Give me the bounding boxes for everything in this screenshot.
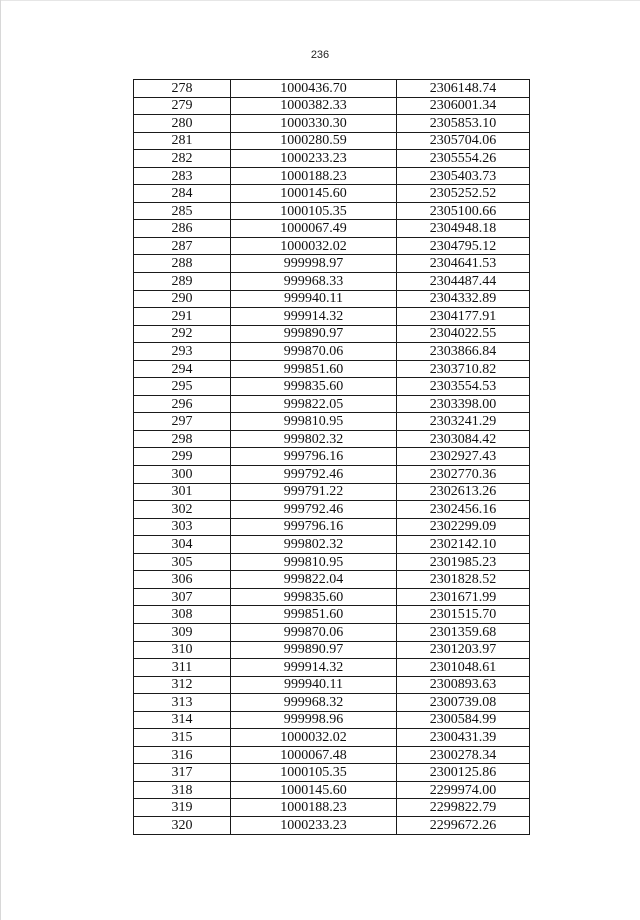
table-row (134, 220, 530, 238)
point-number-cell: 315 (134, 729, 231, 747)
coordinates-table (133, 79, 530, 835)
point-number-cell: 308 (134, 606, 231, 624)
point-number-cell: 300 (134, 466, 231, 484)
table-row (134, 536, 530, 554)
point-number-cell: 298 (134, 430, 231, 448)
x-coordinate-cell: 999810.95 (231, 553, 397, 571)
y-coordinate-cell: 2302456.16 (397, 501, 530, 519)
x-coordinate-cell: 999792.46 (231, 466, 397, 484)
y-coordinate-cell: 2305554.26 (397, 150, 530, 168)
x-coordinate-cell: 999835.60 (231, 588, 397, 606)
point-number-cell: 282 (134, 150, 231, 168)
y-coordinate-cell: 2301048.61 (397, 659, 530, 677)
x-coordinate-cell: 1000436.70 (231, 80, 397, 98)
y-coordinate-cell: 2300893.63 (397, 676, 530, 694)
point-number-cell: 304 (134, 536, 231, 554)
x-coordinate-cell: 999940.11 (231, 676, 397, 694)
table-row (134, 694, 530, 712)
y-coordinate-cell: 2303710.82 (397, 360, 530, 378)
point-number-cell: 316 (134, 746, 231, 764)
point-number-cell: 297 (134, 413, 231, 431)
table-row (134, 202, 530, 220)
table-row (134, 360, 530, 378)
x-coordinate-cell: 999796.16 (231, 518, 397, 536)
x-coordinate-cell: 1000145.60 (231, 185, 397, 203)
y-coordinate-cell: 2299974.00 (397, 781, 530, 799)
x-coordinate-cell: 1000145.60 (231, 781, 397, 799)
x-coordinate-cell: 1000067.48 (231, 746, 397, 764)
table-row (134, 430, 530, 448)
y-coordinate-cell: 2304022.55 (397, 325, 530, 343)
table-row (134, 501, 530, 519)
point-number-cell: 312 (134, 676, 231, 694)
x-coordinate-cell: 999968.33 (231, 273, 397, 291)
x-coordinate-cell: 1000233.23 (231, 816, 397, 834)
table-row (134, 799, 530, 817)
table-row (134, 659, 530, 677)
x-coordinate-cell: 1000188.23 (231, 799, 397, 817)
coordinates-table-body (134, 80, 530, 835)
y-coordinate-cell: 2301515.70 (397, 606, 530, 624)
y-coordinate-cell: 2302927.43 (397, 448, 530, 466)
table-row (134, 641, 530, 659)
x-coordinate-cell: 1000188.23 (231, 167, 397, 185)
y-coordinate-cell: 2299822.79 (397, 799, 530, 817)
y-coordinate-cell: 2303241.29 (397, 413, 530, 431)
point-number-cell: 296 (134, 395, 231, 413)
point-number-cell: 314 (134, 711, 231, 729)
x-coordinate-cell: 1000382.33 (231, 97, 397, 115)
point-number-cell: 289 (134, 273, 231, 291)
x-coordinate-cell: 999802.32 (231, 430, 397, 448)
point-number-cell: 309 (134, 623, 231, 641)
y-coordinate-cell: 2301671.99 (397, 588, 530, 606)
x-coordinate-cell: 999870.06 (231, 343, 397, 361)
table-row (134, 308, 530, 326)
y-coordinate-cell: 2300431.39 (397, 729, 530, 747)
point-number-cell: 294 (134, 360, 231, 378)
point-number-cell: 292 (134, 325, 231, 343)
y-coordinate-cell: 2305252.52 (397, 185, 530, 203)
table-row (134, 588, 530, 606)
y-coordinate-cell: 2299672.26 (397, 816, 530, 834)
y-coordinate-cell: 2302142.10 (397, 536, 530, 554)
table-row (134, 606, 530, 624)
table-row (134, 483, 530, 501)
page-number: 236 (310, 49, 330, 61)
point-number-cell: 285 (134, 202, 231, 220)
y-coordinate-cell: 2305100.66 (397, 202, 530, 220)
table-row (134, 185, 530, 203)
point-number-cell: 306 (134, 571, 231, 589)
point-number-cell: 293 (134, 343, 231, 361)
table-row (134, 132, 530, 150)
x-coordinate-cell: 1000032.02 (231, 729, 397, 747)
table-row (134, 273, 530, 291)
table-row (134, 676, 530, 694)
x-coordinate-cell: 1000105.35 (231, 202, 397, 220)
x-coordinate-cell: 1000105.35 (231, 764, 397, 782)
x-coordinate-cell: 999998.97 (231, 255, 397, 273)
point-number-cell: 317 (134, 764, 231, 782)
point-number-cell: 299 (134, 448, 231, 466)
table-row (134, 325, 530, 343)
y-coordinate-cell: 2305704.06 (397, 132, 530, 150)
point-number-cell: 301 (134, 483, 231, 501)
table-row (134, 746, 530, 764)
y-coordinate-cell: 2306148.74 (397, 80, 530, 98)
x-coordinate-cell: 999914.32 (231, 308, 397, 326)
point-number-cell: 319 (134, 799, 231, 817)
x-coordinate-cell: 1000032.02 (231, 237, 397, 255)
page-top-edge (0, 0, 640, 1)
point-number-cell: 295 (134, 378, 231, 396)
y-coordinate-cell: 2300739.08 (397, 694, 530, 712)
point-number-cell: 320 (134, 816, 231, 834)
x-coordinate-cell: 999940.11 (231, 290, 397, 308)
point-number-cell: 278 (134, 80, 231, 98)
point-number-cell: 290 (134, 290, 231, 308)
y-coordinate-cell: 2302770.36 (397, 466, 530, 484)
x-coordinate-cell: 1000330.30 (231, 115, 397, 133)
y-coordinate-cell: 2300278.34 (397, 746, 530, 764)
y-coordinate-cell: 2304795.12 (397, 237, 530, 255)
y-coordinate-cell: 2305403.73 (397, 167, 530, 185)
y-coordinate-cell: 2301359.68 (397, 623, 530, 641)
point-number-cell: 303 (134, 518, 231, 536)
x-coordinate-cell: 999822.04 (231, 571, 397, 589)
y-coordinate-cell: 2301203.97 (397, 641, 530, 659)
table-row (134, 448, 530, 466)
point-number-cell: 302 (134, 501, 231, 519)
table-row (134, 711, 530, 729)
table-row (134, 413, 530, 431)
x-coordinate-cell: 999791.22 (231, 483, 397, 501)
table-row (134, 80, 530, 98)
y-coordinate-cell: 2300584.99 (397, 711, 530, 729)
y-coordinate-cell: 2304948.18 (397, 220, 530, 238)
x-coordinate-cell: 1000280.59 (231, 132, 397, 150)
y-coordinate-cell: 2301985.23 (397, 553, 530, 571)
point-number-cell: 311 (134, 659, 231, 677)
point-number-cell: 288 (134, 255, 231, 273)
x-coordinate-cell: 999822.05 (231, 395, 397, 413)
table-row (134, 553, 530, 571)
page-left-edge (0, 0, 1, 920)
table-row (134, 115, 530, 133)
point-number-cell: 307 (134, 588, 231, 606)
y-coordinate-cell: 2302299.09 (397, 518, 530, 536)
table-row (134, 237, 530, 255)
x-coordinate-cell: 999851.60 (231, 360, 397, 378)
y-coordinate-cell: 2304177.91 (397, 308, 530, 326)
x-coordinate-cell: 999890.97 (231, 641, 397, 659)
y-coordinate-cell: 2304487.44 (397, 273, 530, 291)
x-coordinate-cell: 1000067.49 (231, 220, 397, 238)
point-number-cell: 279 (134, 97, 231, 115)
y-coordinate-cell: 2303554.53 (397, 378, 530, 396)
point-number-cell: 287 (134, 237, 231, 255)
table-row (134, 764, 530, 782)
y-coordinate-cell: 2301828.52 (397, 571, 530, 589)
table-row (134, 816, 530, 834)
x-coordinate-cell: 999968.32 (231, 694, 397, 712)
table-row (134, 150, 530, 168)
point-number-cell: 280 (134, 115, 231, 133)
point-number-cell: 286 (134, 220, 231, 238)
point-number-cell: 281 (134, 132, 231, 150)
x-coordinate-cell: 999810.95 (231, 413, 397, 431)
table-row (134, 255, 530, 273)
x-coordinate-cell: 999851.60 (231, 606, 397, 624)
table-row (134, 97, 530, 115)
table-row (134, 781, 530, 799)
point-number-cell: 283 (134, 167, 231, 185)
point-number-cell: 318 (134, 781, 231, 799)
table-row (134, 395, 530, 413)
table-row (134, 518, 530, 536)
point-number-cell: 313 (134, 694, 231, 712)
x-coordinate-cell: 999998.96 (231, 711, 397, 729)
table-row (134, 378, 530, 396)
x-coordinate-cell: 999796.16 (231, 448, 397, 466)
y-coordinate-cell: 2303398.00 (397, 395, 530, 413)
table-row (134, 343, 530, 361)
y-coordinate-cell: 2302613.26 (397, 483, 530, 501)
table-row (134, 571, 530, 589)
x-coordinate-cell: 999792.46 (231, 501, 397, 519)
x-coordinate-cell: 999890.97 (231, 325, 397, 343)
y-coordinate-cell: 2306001.34 (397, 97, 530, 115)
point-number-cell: 284 (134, 185, 231, 203)
y-coordinate-cell: 2305853.10 (397, 115, 530, 133)
x-coordinate-cell: 1000233.23 (231, 150, 397, 168)
point-number-cell: 305 (134, 553, 231, 571)
table-row (134, 466, 530, 484)
table-row (134, 729, 530, 747)
x-coordinate-cell: 999835.60 (231, 378, 397, 396)
point-number-cell: 310 (134, 641, 231, 659)
point-number-cell: 291 (134, 308, 231, 326)
table-row (134, 623, 530, 641)
y-coordinate-cell: 2304641.53 (397, 255, 530, 273)
y-coordinate-cell: 2304332.89 (397, 290, 530, 308)
y-coordinate-cell: 2303866.84 (397, 343, 530, 361)
table-row (134, 167, 530, 185)
y-coordinate-cell: 2303084.42 (397, 430, 530, 448)
table-row (134, 290, 530, 308)
x-coordinate-cell: 999914.32 (231, 659, 397, 677)
x-coordinate-cell: 999870.06 (231, 623, 397, 641)
y-coordinate-cell: 2300125.86 (397, 764, 530, 782)
x-coordinate-cell: 999802.32 (231, 536, 397, 554)
